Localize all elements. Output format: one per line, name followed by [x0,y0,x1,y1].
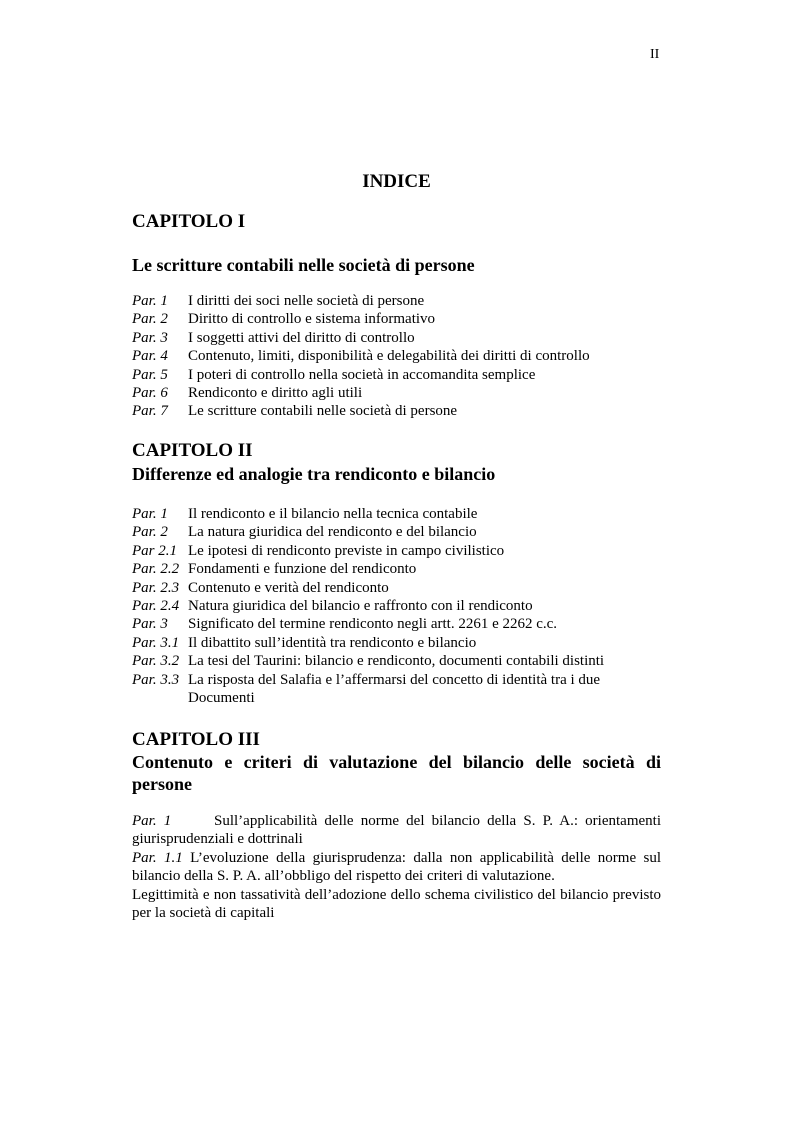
paragraph-label: Par. 6 [132,385,168,402]
paragraph-title: Rendiconto e diritto agli utili [188,385,363,402]
paragraph-title: Il dibattito sull’identità tra rendiconto e bilancio [188,634,477,651]
paragraph-title: Significato del termine rendiconto negli artt. 2261 e 2262 c.c. [188,616,558,633]
paragraph-label: Par. 3.1 [132,634,180,651]
paragraph-label: Par. 4 [132,348,168,365]
list-item [132,505,662,523]
paragraph-label: Par. 3 [132,329,168,346]
list-item [132,384,662,402]
list-item [132,310,662,328]
chapter-2-subtitle: Differenze ed analogie tra rendiconto e bilancio [132,464,496,484]
paragraph-label: Par. 5 [132,366,168,383]
chapter-3-subtitle: Contenuto e criteri di valutazione del bilancio delle società di persone [132,752,661,794]
chapter-1-subtitle: Le scritture contabili nelle società di persone [132,255,475,275]
paragraph-label: Par. 1 [132,506,168,522]
index-title: INDICE [362,171,431,192]
paragraph-title: Sull’applicabilità delle norme del bilancio della S. P. A.: orientamenti giurisprudenziali e dottrinali [132,813,665,848]
paragraph-label: Par. 2 [132,311,168,328]
list-item [132,542,662,560]
paragraph-title: I diritti dei soci nelle società di persone [188,293,425,309]
paragraph-label: Par. 3 [132,616,168,633]
list-item [132,652,662,670]
chapter-1-heading: CAPITOLO I [132,211,246,232]
paragraph-title: Legittimità e non tassatività dell’adozione dello schema civilistico del bilancio previsto per la società di capitali [132,887,661,922]
paragraph-label: Par. 1 [132,813,172,829]
paragraph-label: Par. 2.2 [132,561,180,578]
paragraph-label: Par. 2 [132,524,168,541]
chapter-1-paragraph-list [132,292,662,421]
paragraph-label: Par. 3.2 [132,653,180,670]
paragraph-title: Fondamenti e funzione del rendiconto [188,561,417,578]
list-item [132,292,662,310]
list-item [132,579,662,597]
paragraph-continuation: Documenti [188,690,255,707]
chapter-3-heading: CAPITOLO III [132,729,260,750]
paragraph-label: Par. 2.4 [132,598,180,615]
list-item [132,597,662,615]
chapter-2-paragraph-list [132,505,662,707]
chapter-3-paragraph-extra [132,886,661,923]
paragraph-label: Par. 1 [132,293,168,309]
paragraph-title: L’evoluzione della giurisprudenza: dalla non applicabilità delle norme sul bilancio della S. P. A. all’obbligo del rispetto dei criteri di valutazione. [132,850,661,885]
paragraph-label: Par. 2.3 [132,579,180,596]
paragraph-title: La tesi del Taurini: bilancio e rendiconto, documenti contabili distinti [188,653,605,670]
page-number: II [650,47,660,62]
chapter-3-paragraph-1-1 [132,849,661,886]
paragraph-title: La risposta del Salafia e l’affermarsi del concetto di identità tra i due [188,671,601,688]
list-item [132,329,662,347]
paragraph-title: Natura giuridica del bilancio e raffronto con il rendiconto [188,598,533,615]
paragraph-title: Le ipotesi di rendiconto previste in campo civilistico [188,542,505,559]
paragraph-title: Contenuto, limiti, disponibilità e delegabilità dei diritti di controllo [188,348,590,365]
list-item [132,523,662,541]
paragraph-title: Il rendiconto e il bilancio nella tecnica contabile [188,506,478,522]
chapter-2-heading: CAPITOLO II [132,440,253,461]
paragraph-title: I poteri di controllo nella società in accomandita semplice [188,366,536,383]
paragraph-label: Par. 7 [132,403,168,420]
paragraph-label: Par 2.1 [132,542,177,559]
list-item [132,671,662,689]
list-item [132,402,662,420]
list-item [132,366,662,384]
list-item [132,560,662,578]
paragraph-title: La natura giuridica del rendiconto e del bilancio [188,524,477,541]
list-item [132,347,662,365]
paragraph-title: Le scritture contabili nelle società di persone [188,403,458,420]
chapter-3-paragraph-1 [132,812,665,849]
paragraph-title: I soggetti attivi del diritto di controllo [188,329,415,346]
paragraph-label: Par. 1.1 [132,850,183,866]
paragraph-label: Par. 3.3 [132,671,180,688]
paragraph-title: Contenuto e verità del rendiconto [188,579,389,596]
list-item [132,615,662,633]
paragraph-title: Diritto di controllo e sistema informativo [188,311,436,328]
list-item [132,634,662,652]
